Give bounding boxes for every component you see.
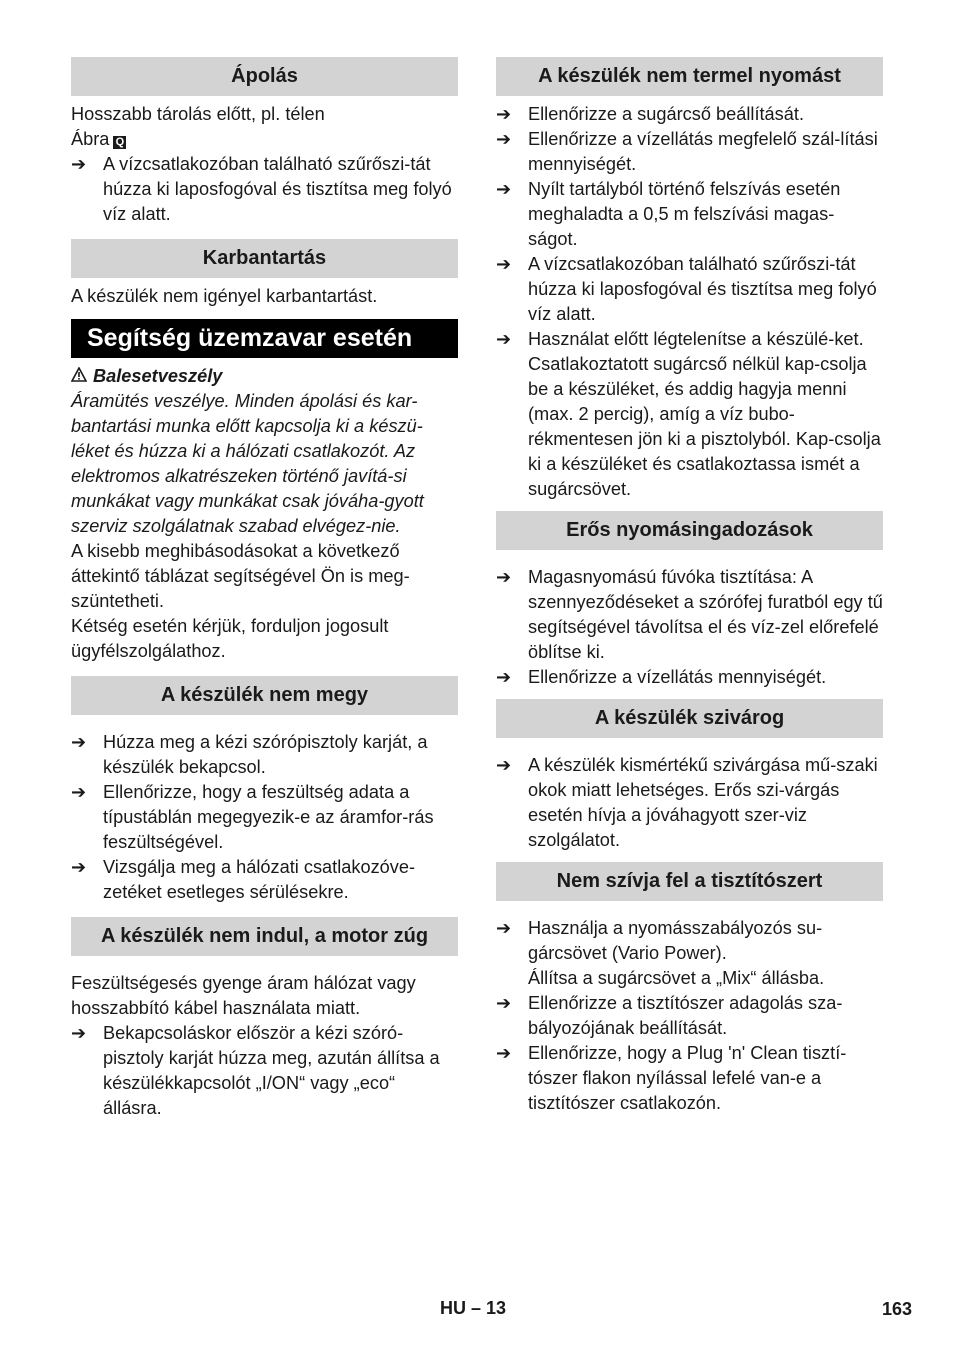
arrow-right-icon: ➔ [71, 1023, 87, 1043]
arrow-right-icon: ➔ [496, 567, 512, 587]
intro-text-2: Kétség esetén kérjük, forduljon jogosult ügyfélszolgálathoz. [71, 616, 389, 661]
arrow-right-icon: ➔ [71, 782, 87, 802]
step-item: ➔ Ellenőrizze, hogy a feszültség adata a típustáblán megegyezik-e az áramfor-rás feszültségével. [71, 780, 458, 855]
left-column [71, 57, 458, 1121]
nem-indul-text: Feszültségesés gyenge áram hálózat vagy hosszabbító kábel használata miatt. [71, 973, 416, 1018]
arrow-right-icon: ➔ [71, 154, 87, 174]
step-item: ➔ Nyílt tartályból történő felszívás esetén meghaladta a 0,5 m felszívási magas-ságot. [496, 177, 883, 252]
section-heading-tisztitoszer: Nem szívja fel a tisztítószert [496, 862, 883, 901]
right-column [496, 57, 883, 1116]
arrow-right-icon: ➔ [496, 329, 512, 349]
page-number: 163 [881, 1299, 912, 1319]
step-item: ➔ Használja a nyomásszabályozós su-gárcsövet (Vario Power). Állítsa a sugárcsövet a „Mix“ állásba. [496, 916, 883, 991]
step-item: ➔ Ellenőrizze, hogy a Plug 'n' Clean tisztí-tószer flakon nyílással lefelé van-e a tisztítószer csatlakozón. [496, 1041, 883, 1116]
arrow-right-icon: ➔ [496, 254, 512, 274]
step-item: ➔ Bekapcsoláskor először a kézi szóró-pisztoly karját húzza meg, azután állítsa a készülékkapcsolót „I/ON“ vagy „eco“ állásra. [71, 1021, 458, 1121]
section-heading-nem-indul: A készülék nem indul, a motor zúg [71, 917, 458, 956]
arrow-right-icon: ➔ [496, 755, 512, 775]
step-item: ➔ Húzza meg a kézi szórópisztoly karját, a készülék bekapcsol. [71, 730, 458, 780]
step-item: ➔ Ellenőrizze a vízellátás megfelelő szál-lítási mennyiségét. [496, 127, 883, 177]
arrow-right-icon: ➔ [496, 993, 512, 1013]
section-heading-nyomas: A készülék nem termel nyomást [496, 57, 883, 96]
warning-heading: Balesetveszély [71, 364, 458, 389]
arrow-right-icon: ➔ [71, 857, 87, 877]
arrow-right-icon: ➔ [496, 1043, 512, 1063]
step-item: ➔ Ellenőrizze a sugárcső beállítását. [496, 102, 883, 127]
chapter-title: Segítség üzemzavar esetén [71, 319, 458, 358]
intro-text-1: A kisebb meghibásodásokat a következő áttekintő táblázat segítségével Ön is meg-szüntetheti. [71, 541, 410, 611]
apolas-text: Hosszabb tárolás előtt, pl. télen Ábra Q [71, 104, 325, 149]
section-heading-karbantartas: Karbantartás [71, 239, 458, 278]
warning-triangle-icon [71, 364, 93, 389]
section-heading-ingadozas: Erős nyomásingadozások [496, 511, 883, 550]
arrow-right-icon: ➔ [496, 179, 512, 199]
section-heading-apolas: Ápolás [71, 57, 458, 96]
karbantartas-text: A készülék nem igényel karbantartást. [71, 286, 378, 306]
step-item: ➔ Magasnyomású fúvóka tisztítása: A szennyeződéseket a szórófej furatból egy tű segítségével távolítsa el és víz-zel előrefelé öblítse ki. [496, 565, 883, 665]
arrow-right-icon: ➔ [496, 104, 512, 124]
step-item: ➔ Használat előtt légtelenítse a készülé-ket. Csatlakoztatott sugárcső nélkül kap-csolja be a készüléket, és addig hagyja menni (max. 2 percig), amíg a víz bubo-rékmentesen jön ki a pisztolyból. Kap-csolja ki a készüléket és csatlakoztassa ismét a sugárcsövet. [496, 327, 883, 502]
step-item: ➔ A vízcsatlakozóban található szűrőszi-tát húzza ki laposfogóval és tisztítsa meg folyó víz alatt. [71, 152, 458, 227]
section-heading-nem-megy: A készülék nem megy [71, 676, 458, 715]
step-item: ➔ Vizsgálja meg a hálózati csatlakozóve-zetéket esetleges sérülésekre. [71, 855, 458, 905]
arrow-right-icon: ➔ [71, 732, 87, 752]
step-item: ➔ A készülék kismértékű szivárgása mű-szaki okok miatt lehetséges. Erős szi-várgás esetén hívja a jóváhagyott szer-viz szolgálatot. [496, 753, 883, 853]
step-item: ➔ Ellenőrizze a tisztítószer adagolás sza-bályozójának beállítását. [496, 991, 883, 1041]
figure-ref-icon: Q [113, 136, 126, 149]
arrow-right-icon: ➔ [496, 918, 512, 938]
arrow-right-icon: ➔ [496, 129, 512, 149]
step-item: ➔ A vízcsatlakozóban található szűrőszi-tát húzza ki laposfogóval és tisztítsa meg folyó víz alatt. [496, 252, 883, 327]
section-heading-szivarog: A készülék szivárog [496, 699, 883, 738]
warning-text: Áramütés veszélye. Minden ápolási és kar-bantartási munka előtt kapcsolja ki a készü-léket és húzza ki a hálózati csatlakozót. Az elektromos alkatrészeken történő javítá-si munkákat vagy munkákat csak jóváha-gyott szerviz szolgálatnak szabad elvégez-nie. [71, 391, 424, 536]
footer-section-label: HU – 13 [440, 1298, 507, 1318]
arrow-right-icon: ➔ [496, 667, 512, 687]
step-item: ➔ Ellenőrizze a vízellátás mennyiségét. [496, 665, 883, 690]
